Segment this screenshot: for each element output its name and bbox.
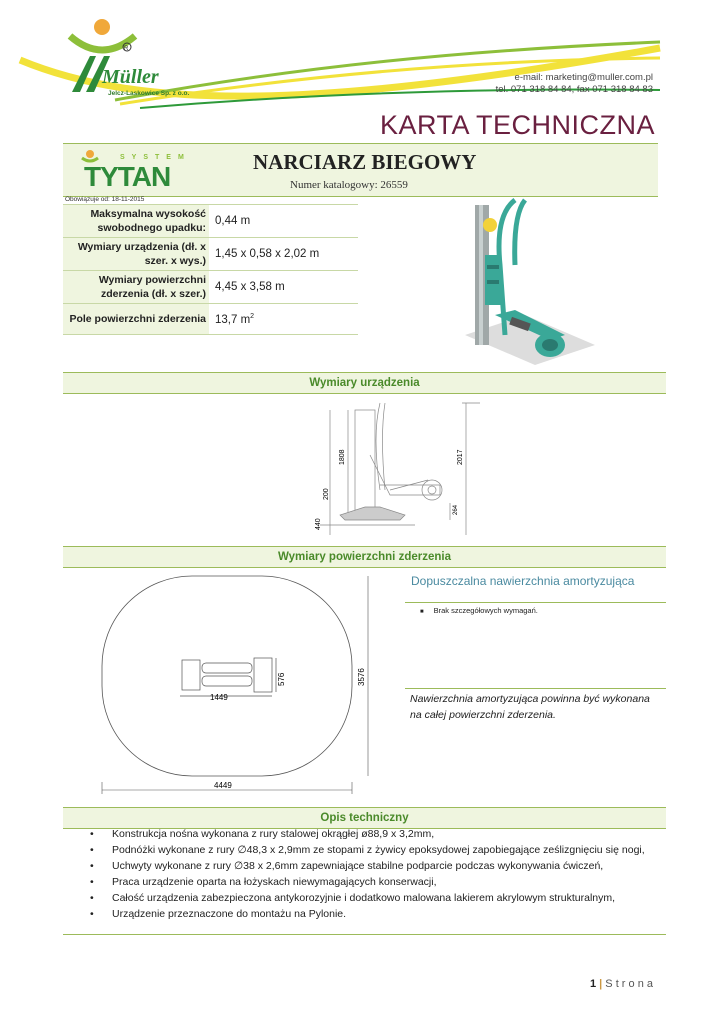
surface-title: Dopuszczalna nawierzchnia amortyzująca [411, 574, 635, 588]
surface-note-divider [405, 688, 666, 689]
surface-note: Nawierzchnia amortyzująca powinna być wykonana na całej powierzchni zderzenia. [410, 693, 650, 721]
svg-text:R: R [124, 46, 129, 52]
spec-label: Pole powierzchni zderzenia [63, 304, 209, 335]
dim-1449: 1449 [210, 693, 228, 702]
tytan-logo [80, 148, 200, 190]
dim-4449: 4449 [214, 781, 232, 790]
description-divider [63, 934, 666, 935]
phone-line: tel. 071 318 84 84, fax 071 318 84 83 [495, 84, 653, 95]
spec-value: 4,45 x 3,58 m [209, 271, 358, 304]
spec-row [63, 271, 358, 304]
section-dimensions-band: Wymiary urządzenia [63, 372, 666, 394]
spec-table [63, 204, 358, 335]
area-unit-exponent: 2 [250, 312, 255, 320]
section-impact-area-band: Wymiary powierzchni zderzenia [63, 546, 666, 568]
spec-value [209, 304, 358, 335]
section-description-band: Opis techniczny [63, 807, 666, 829]
dim-264: 264 [453, 504, 459, 515]
area-value: 13,7 m [215, 313, 251, 326]
impact-area-drawing [90, 568, 380, 798]
page-footer [590, 978, 653, 990]
bullet-icon: ■ [420, 609, 424, 615]
spec-label: Wymiary urządzenia (dł. x szer. x wys.) [63, 238, 209, 271]
description-item: • Urządzenie przeznaczone do montażu na Pylonie. [90, 906, 660, 922]
spec-row [63, 205, 358, 238]
page-number: 1 [589, 978, 597, 990]
description-item: • Konstrukcja nośna wykonana z rury stalowej okrągłej ø88,9 x 3,2mm, [90, 826, 660, 842]
dim-2017: 2017 [457, 449, 464, 465]
dim-3576: 3576 [357, 668, 366, 686]
dim-576: 576 [277, 672, 286, 686]
contact-info [496, 72, 653, 96]
spec-label: Wymiary powierzchni zderzenia (dł. x szer.) [63, 271, 209, 304]
company-logo [20, 14, 220, 104]
surface-item [420, 606, 538, 615]
product-name: NARCIARZ BIEGOWY [253, 150, 477, 174]
brand-system: SYSTEM [120, 154, 191, 161]
dim-1808: 1808 [339, 449, 346, 465]
description-item: • Uchwyty wykonane z rury ∅38 x 2,6mm zapewniające stabilne podparcie podczas wykonywania ćwiczeń, [90, 858, 660, 874]
side-view-drawing [300, 395, 480, 545]
company-name: Müller [102, 66, 159, 88]
dim-200: 200 [323, 488, 330, 500]
spec-label: Maksymalna wysokość swobodnego upadku: [63, 205, 209, 238]
catalog-number: Numer katalogowy: 26559 [290, 179, 408, 191]
description-item: • Praca urządzenie oparta na łożyskach niewymagających konserwacji, [90, 874, 660, 890]
spec-value: 0,44 m [209, 205, 358, 238]
surface-divider [405, 602, 666, 603]
spec-row [63, 304, 358, 335]
doc-title: KARTA TECHNICZNA [379, 110, 655, 140]
description-item: • Całość urządzenia zabezpieczona antykorozyjnie i dodatkowo malowana lakierem akrylowym strukturalnym, [90, 890, 660, 906]
dim-440: 440 [315, 518, 322, 530]
page-label: S t r o n a [605, 978, 653, 990]
company-sub: Jelcz-Laskowice Sp. z o.o. [108, 90, 190, 97]
brand-name: TYTAN [84, 161, 171, 192]
description-item: • Podnóżki wykonane z rury ∅48,3 x 2,9mm ze stopami z żywicy epoksydowej zapobiegające ześlizgnięciu się nogi, [90, 842, 660, 858]
valid-from: Obowiązuje od: 18-11-2015 [65, 196, 145, 203]
product-image [455, 195, 605, 375]
page-separator: | [599, 978, 603, 990]
spec-value: 1,45 x 0,58 x 2,02 m [209, 238, 358, 271]
surface-item-text: Brak szczegółowych wymagań. [433, 606, 538, 615]
email-line: e-mail: marketing@muller.com.pl [514, 72, 653, 83]
spec-row [63, 238, 358, 271]
description-list [90, 826, 660, 922]
